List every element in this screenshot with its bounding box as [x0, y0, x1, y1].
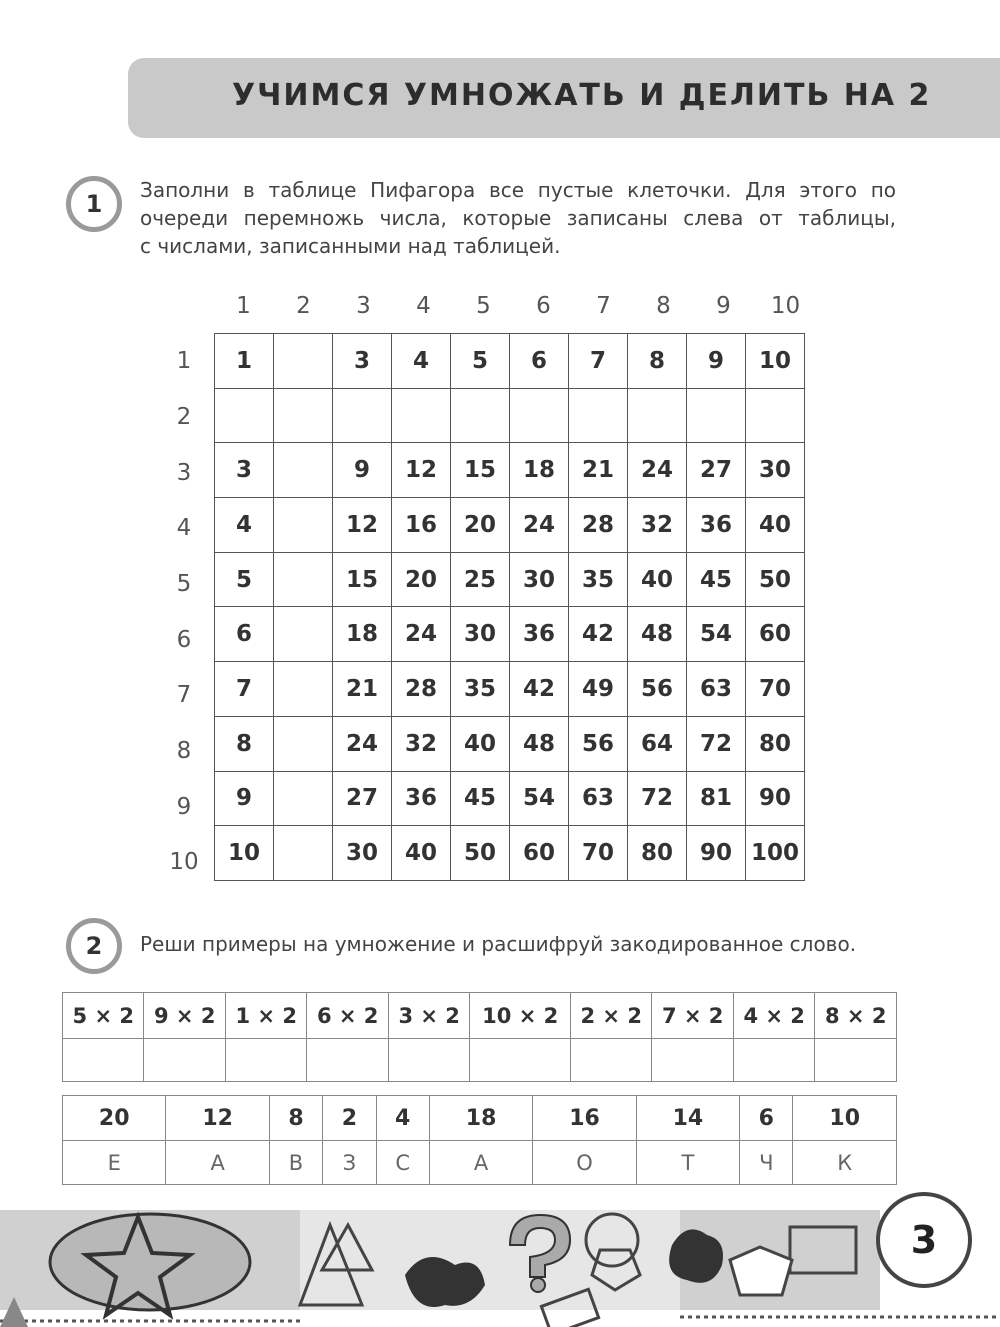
table-cell[interactable] — [274, 443, 333, 498]
table-cell: 3 — [215, 443, 274, 498]
table-cell: 42 — [569, 607, 628, 662]
table-cell[interactable] — [274, 498, 333, 553]
table-cell: 10 — [215, 826, 274, 881]
ellipse-shape-icon — [50, 1214, 250, 1310]
table-cell: 10 — [746, 334, 805, 389]
table-cell: 20 — [392, 552, 451, 607]
table-cell: 21 — [569, 443, 628, 498]
expression-cell: 6 × 2 — [307, 993, 388, 1039]
expression-cell: 7 × 2 — [652, 993, 733, 1039]
table-row — [215, 662, 805, 717]
table-cell: 72 — [628, 771, 687, 826]
table-cell: 7 — [569, 334, 628, 389]
table-cell: 1 — [215, 334, 274, 389]
table-cell: 80 — [628, 826, 687, 881]
task-2-number-badge — [66, 918, 122, 974]
table-cell: 8 — [215, 716, 274, 771]
code-number-cell: 4 — [376, 1096, 429, 1141]
column-header: 5 — [476, 293, 491, 319]
code-letter-cell: Т — [636, 1141, 739, 1185]
code-number-cell: 6 — [740, 1096, 793, 1141]
table-cell: 90 — [746, 771, 805, 826]
answer-cell[interactable] — [225, 1039, 306, 1082]
column-header: 6 — [536, 293, 551, 319]
table-row — [215, 826, 805, 881]
code-letter-cell: Ч — [740, 1141, 793, 1185]
table-cell: 12 — [333, 498, 392, 553]
code-numbers-row — [63, 1096, 897, 1141]
table-cell: 16 — [392, 498, 451, 553]
code-letter-cell: К — [793, 1141, 897, 1185]
table-cell: 60 — [746, 607, 805, 662]
expression-cell: 3 × 2 — [388, 993, 469, 1039]
table-row — [215, 552, 805, 607]
page-title: УЧИМСЯ УМНОЖАТЬ И ДЕЛИТЬ НА 2 — [232, 78, 932, 113]
table-cell[interactable] — [215, 388, 274, 443]
column-header: 7 — [596, 293, 611, 319]
table-cell[interactable] — [746, 388, 805, 443]
answer-cell[interactable] — [307, 1039, 388, 1082]
code-letter-cell: В — [269, 1141, 322, 1185]
table-cell: 56 — [628, 662, 687, 717]
expression-cell: 1 × 2 — [225, 993, 306, 1039]
table-cell: 25 — [451, 552, 510, 607]
table-cell: 36 — [510, 607, 569, 662]
code-number-cell: 14 — [636, 1096, 739, 1141]
table-cell: 28 — [569, 498, 628, 553]
task-1-line: Заполни в таблице Пифагора все пустые клеточки. Для этого по — [140, 178, 896, 202]
table-cell[interactable] — [392, 388, 451, 443]
table-cell[interactable] — [510, 388, 569, 443]
table-cell: 24 — [392, 607, 451, 662]
table-cell: 48 — [628, 607, 687, 662]
row-header: 9 — [176, 794, 192, 820]
table-cell[interactable] — [569, 388, 628, 443]
table-cell[interactable] — [628, 388, 687, 443]
table-cell[interactable] — [687, 388, 746, 443]
table-cell: 80 — [746, 716, 805, 771]
table-cell: 5 — [451, 334, 510, 389]
table-cell: 72 — [687, 716, 746, 771]
table-cell: 50 — [451, 826, 510, 881]
code-key-table — [62, 1095, 897, 1185]
table-row — [215, 607, 805, 662]
table-cell: 30 — [510, 552, 569, 607]
table-cell: 9 — [333, 443, 392, 498]
table-cell: 15 — [451, 443, 510, 498]
table-cell: 35 — [569, 552, 628, 607]
code-number-cell: 10 — [793, 1096, 897, 1141]
table-cell: 40 — [392, 826, 451, 881]
table-cell[interactable] — [274, 662, 333, 717]
code-number-cell: 16 — [533, 1096, 636, 1141]
table-cell[interactable] — [274, 607, 333, 662]
table-cell[interactable] — [274, 826, 333, 881]
table-cell: 42 — [510, 662, 569, 717]
table-cell: 45 — [451, 771, 510, 826]
expression-cell: 8 × 2 — [815, 993, 897, 1039]
table-cell: 24 — [333, 716, 392, 771]
code-number-cell: 20 — [63, 1096, 166, 1141]
table-cell: 3 — [333, 334, 392, 389]
table-row — [215, 388, 805, 443]
column-header: 1 — [236, 293, 251, 319]
table-row — [215, 716, 805, 771]
table-cell: 36 — [392, 771, 451, 826]
task-1-number: 1 — [85, 190, 103, 218]
table-cell[interactable] — [274, 334, 333, 389]
code-letter-cell: З — [323, 1141, 376, 1185]
table-cell: 54 — [510, 771, 569, 826]
table-cell: 100 — [746, 826, 805, 881]
table-cell: 27 — [687, 443, 746, 498]
table-cell: 30 — [746, 443, 805, 498]
column-header: 8 — [656, 293, 671, 319]
table-cell: 6 — [510, 334, 569, 389]
task-2-number: 2 — [85, 932, 103, 960]
table-cell: 36 — [687, 498, 746, 553]
code-number-cell: 18 — [429, 1096, 532, 1141]
table-row — [215, 334, 805, 389]
answer-cell[interactable] — [63, 1039, 144, 1082]
table-cell: 48 — [510, 716, 569, 771]
table-cell: 9 — [215, 771, 274, 826]
column-header: 10 — [770, 293, 801, 319]
table-cell: 5 — [215, 552, 274, 607]
table-cell: 15 — [333, 552, 392, 607]
table-row — [215, 498, 805, 553]
table-cell: 4 — [215, 498, 274, 553]
table-cell: 81 — [687, 771, 746, 826]
table-cell: 50 — [746, 552, 805, 607]
answer-cell[interactable] — [652, 1039, 733, 1082]
answers-row — [63, 1039, 897, 1082]
table-cell: 45 — [687, 552, 746, 607]
table-cell: 28 — [392, 662, 451, 717]
table-cell[interactable] — [274, 388, 333, 443]
table-row — [215, 443, 805, 498]
table-cell: 12 — [392, 443, 451, 498]
table-cell: 4 — [392, 334, 451, 389]
column-header: 2 — [296, 293, 311, 319]
table-cell: 63 — [687, 662, 746, 717]
expression-cell: 5 × 2 — [63, 993, 144, 1039]
answer-cell[interactable] — [470, 1039, 571, 1082]
code-letter-cell: О — [533, 1141, 636, 1185]
table-cell[interactable] — [274, 716, 333, 771]
expression-cell: 10 × 2 — [470, 993, 571, 1039]
table-cell: 32 — [628, 498, 687, 553]
table-cell: 8 — [628, 334, 687, 389]
table-cell: 49 — [569, 662, 628, 717]
table-cell: 21 — [333, 662, 392, 717]
column-header: 4 — [416, 293, 431, 319]
table-cell: 18 — [333, 607, 392, 662]
code-number-cell: 2 — [323, 1096, 376, 1141]
table-cell: 40 — [746, 498, 805, 553]
pythagoras-table — [214, 333, 805, 881]
table-cell: 56 — [569, 716, 628, 771]
answer-cell[interactable] — [733, 1039, 814, 1082]
table-cell: 70 — [746, 662, 805, 717]
table-cell: 20 — [451, 498, 510, 553]
expressions-table — [62, 992, 897, 1082]
answer-cell[interactable] — [815, 1039, 897, 1082]
table-cell[interactable] — [274, 552, 333, 607]
page-number: 3 — [910, 1218, 938, 1262]
task-1-line: очереди перемножь числа, которые записаны слева от таблицы, — [140, 206, 896, 230]
table-cell: 30 — [333, 826, 392, 881]
table-cell: 24 — [510, 498, 569, 553]
code-letter-cell: Е — [63, 1141, 166, 1185]
table-cell: 24 — [628, 443, 687, 498]
expression-cell: 9 × 2 — [144, 993, 225, 1039]
task-1-line: с числами, записанными над таблицей. — [140, 234, 561, 258]
code-number-cell: 12 — [166, 1096, 269, 1141]
table-cell[interactable] — [333, 388, 392, 443]
table-cell: 90 — [687, 826, 746, 881]
row-header: 10 — [169, 849, 199, 875]
table-cell: 6 — [215, 607, 274, 662]
task-1-instructions — [140, 176, 896, 260]
table-cell: 32 — [392, 716, 451, 771]
table-cell: 27 — [333, 771, 392, 826]
answer-cell[interactable] — [144, 1039, 225, 1082]
column-header: 9 — [716, 293, 731, 319]
table-cell[interactable] — [451, 388, 510, 443]
table-cell: 64 — [628, 716, 687, 771]
expression-cell: 2 × 2 — [570, 993, 651, 1039]
code-letter-cell: С — [376, 1141, 429, 1185]
page-number-badge — [876, 1192, 972, 1288]
table-row — [215, 771, 805, 826]
table-cell: 9 — [687, 334, 746, 389]
row-header: 3 — [176, 460, 192, 486]
table-cell: 60 — [510, 826, 569, 881]
answer-cell[interactable] — [388, 1039, 469, 1082]
table-cell[interactable] — [274, 771, 333, 826]
code-letter-cell: А — [166, 1141, 269, 1185]
code-letters-row — [63, 1141, 897, 1185]
table-cell: 35 — [451, 662, 510, 717]
table-cell: 7 — [215, 662, 274, 717]
row-header: 5 — [176, 571, 192, 597]
table-cell: 63 — [569, 771, 628, 826]
table-cell: 30 — [451, 607, 510, 662]
row-header: 8 — [176, 738, 192, 764]
table-cell: 18 — [510, 443, 569, 498]
table-cell: 40 — [451, 716, 510, 771]
table-cell: 70 — [569, 826, 628, 881]
answer-cell[interactable] — [570, 1039, 651, 1082]
row-header: 1 — [176, 348, 192, 374]
code-letter-cell: А — [429, 1141, 532, 1185]
row-header: 2 — [176, 404, 192, 430]
row-header: 7 — [176, 682, 192, 708]
task-1-number-badge — [66, 176, 122, 232]
table-cell: 54 — [687, 607, 746, 662]
row-header: 6 — [176, 627, 192, 653]
row-header: 4 — [176, 515, 192, 541]
expression-cell: 4 × 2 — [733, 993, 814, 1039]
table-cell: 40 — [628, 552, 687, 607]
column-header: 3 — [356, 293, 371, 319]
decorative-shapes-band — [0, 1205, 1000, 1327]
expressions-row — [63, 993, 897, 1039]
code-number-cell: 8 — [269, 1096, 322, 1141]
task-2-instructions: Реши примеры на умножение и расшифруй закодированное слово. — [140, 932, 857, 956]
